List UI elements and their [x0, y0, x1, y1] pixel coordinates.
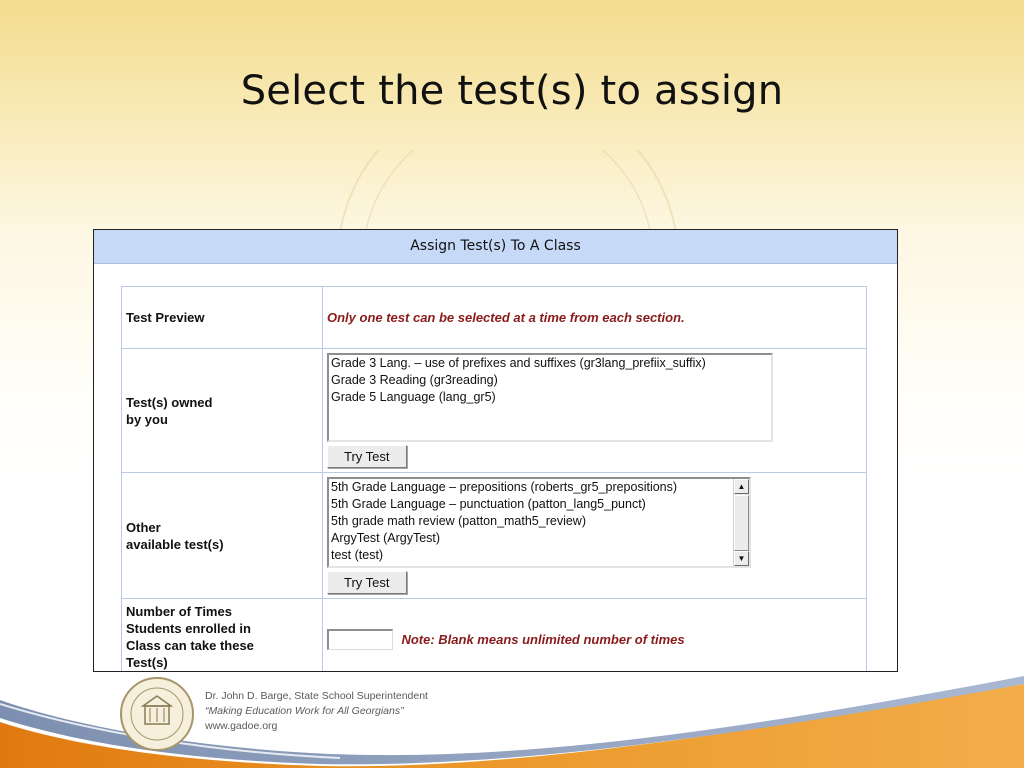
list-item[interactable]: Grade 3 Reading (gr3reading) [331, 373, 498, 387]
list-item[interactable]: Grade 3 Lang. – use of prefixes and suffixes (gr3lang_prefiix_suffix) [331, 356, 706, 370]
row-owned-tests [122, 349, 867, 473]
owned-tests-listbox[interactable] [327, 353, 773, 442]
try-test-button-owned[interactable]: Try Test [327, 445, 407, 468]
assign-tests-panel [93, 229, 898, 672]
number-of-times-label: Number of Times Students enrolled in Class can take these Test(s) [122, 599, 323, 673]
panel-header: Assign Test(s) To A Class [94, 230, 897, 264]
list-item[interactable]: ArgyTest (ArgyTest) [331, 531, 441, 545]
owned-tests-label: Test(s) owned by you [122, 349, 323, 473]
scroll-down-icon[interactable]: ▼ [734, 551, 749, 566]
scroll-up-icon[interactable]: ▲ [734, 479, 749, 494]
test-preview-cell [323, 287, 867, 349]
blank-unlimited-note: Note: Blank means unlimited number of times [401, 631, 685, 647]
other-tests-label: Other available test(s) [122, 473, 323, 599]
other-tests-listbox[interactable] [327, 477, 751, 568]
list-item[interactable]: 5th Grade Language – punctuation (patton_lang5_punct) [331, 497, 646, 511]
row-other-tests [122, 473, 867, 599]
owned-tests-cell [323, 349, 867, 473]
selection-note: Only one test can be selected at a time from each section. [327, 309, 685, 325]
listbox-scrollbar[interactable] [733, 479, 749, 566]
scroll-thumb[interactable] [734, 495, 749, 551]
website-link[interactable]: www.gadoe.org [205, 720, 278, 732]
row-number-of-times [122, 599, 867, 673]
try-test-button-other[interactable]: Try Test [327, 571, 407, 594]
number-of-times-input[interactable] [327, 629, 393, 650]
test-preview-label: Test Preview [122, 287, 323, 349]
slide-title: Select the test(s) to assign [240, 68, 784, 114]
list-item[interactable]: 5th grade math review (patton_math5_review) [331, 514, 586, 528]
assign-form-table [121, 286, 867, 672]
department-of-education-seal [119, 676, 195, 752]
row-test-preview [122, 287, 867, 349]
list-item[interactable]: Grade 5 Language (lang_gr5) [331, 390, 496, 404]
footer-text [205, 689, 428, 734]
list-item[interactable]: 5th Grade Language – prepositions (roberts_gr5_prepositions) [331, 480, 678, 494]
number-of-times-cell [323, 599, 867, 673]
tagline: “Making Education Work for All Georgians” [205, 705, 404, 717]
list-item[interactable]: test (test) [331, 548, 384, 562]
superintendent-line: Dr. John D. Barge, State School Superintendent [205, 690, 428, 702]
other-tests-cell [323, 473, 867, 599]
